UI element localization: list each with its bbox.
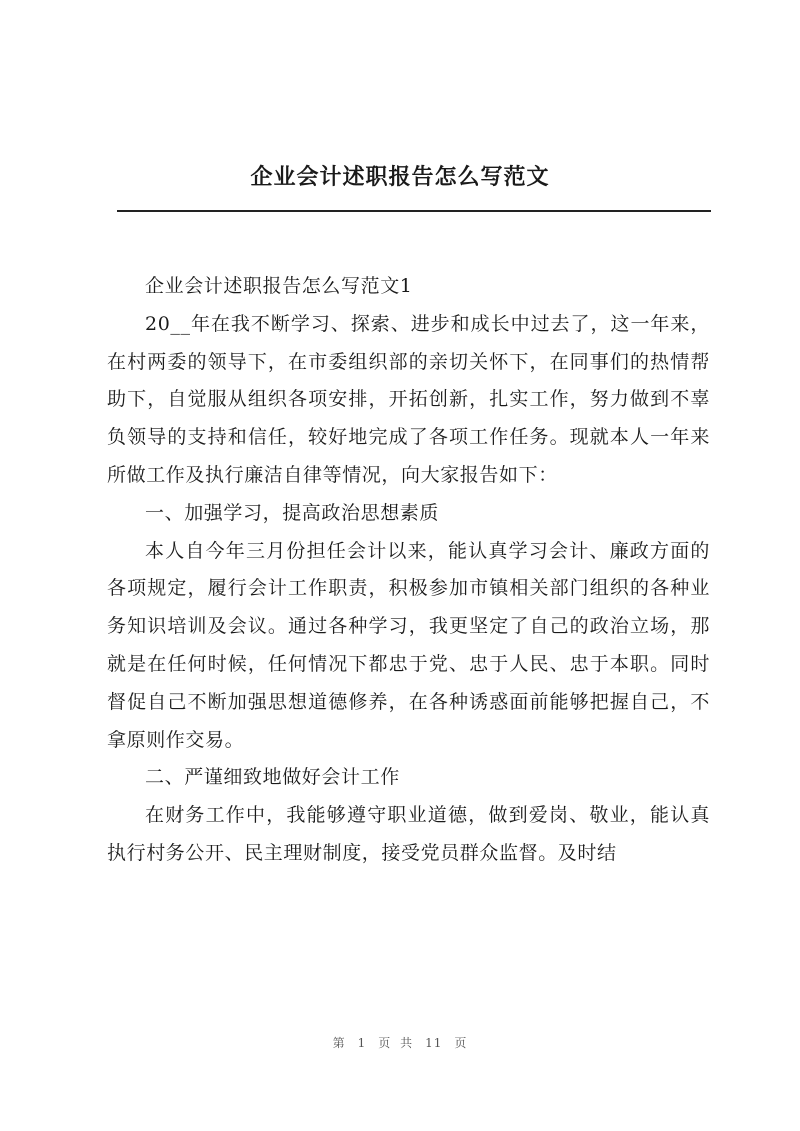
total-pages: 11	[425, 1036, 443, 1050]
section-heading: 一、加强学习，提高政治思想素质	[145, 501, 440, 524]
title-divider	[117, 210, 711, 212]
section-heading: 二、严谨细致地做好会计工作	[145, 766, 400, 789]
page-label-prefix: 第	[332, 1036, 346, 1050]
body-paragraph: 在财务工作中，我能够遵守职业道德，做到爱岗、敬业，能认真执行村务公开、民主理财制度，接受党员群众监督。及时结	[107, 804, 710, 864]
section-heading: 企业会计述职报告怎么写范文1	[145, 275, 413, 297]
body-paragraph: 20__年在我不断学习、探索、进步和成长中过去了，这一年来，在村两委的领导下，在市委组织部的亲切关怀下，在同事们的热情帮助下，自觉服从组织各项安排，开拓创新，扎实工作，努力做到不辜负领导的支持和信任，较好地完成了各项工作任务。现就本人一年来所做工作及执行廉洁自律等情况，向大家报告如下：	[107, 312, 710, 486]
document-title: 企业会计述职报告怎么写范文	[250, 164, 550, 190]
page-footer	[0, 1034, 800, 1051]
document-body	[107, 268, 710, 873]
page-label-suffix: 页	[454, 1036, 468, 1050]
page-number: 1	[357, 1036, 367, 1050]
page-label-middle: 页 共	[378, 1036, 414, 1050]
body-paragraph: 本人自今年三月份担任会计以来，能认真学习会计、廉政方面的各项规定，履行会计工作职责，积极参加市镇相关部门组织的各种业务知识培训及会议。通过各种学习，我更坚定了自己的政治立场，那就是在任何时候，任何情况下都忠于党、忠于人民、忠于本职。同时督促自己不断加强思想道德修养，在各种诱惑面前能够把握自己，不拿原则作交易。	[107, 539, 710, 751]
